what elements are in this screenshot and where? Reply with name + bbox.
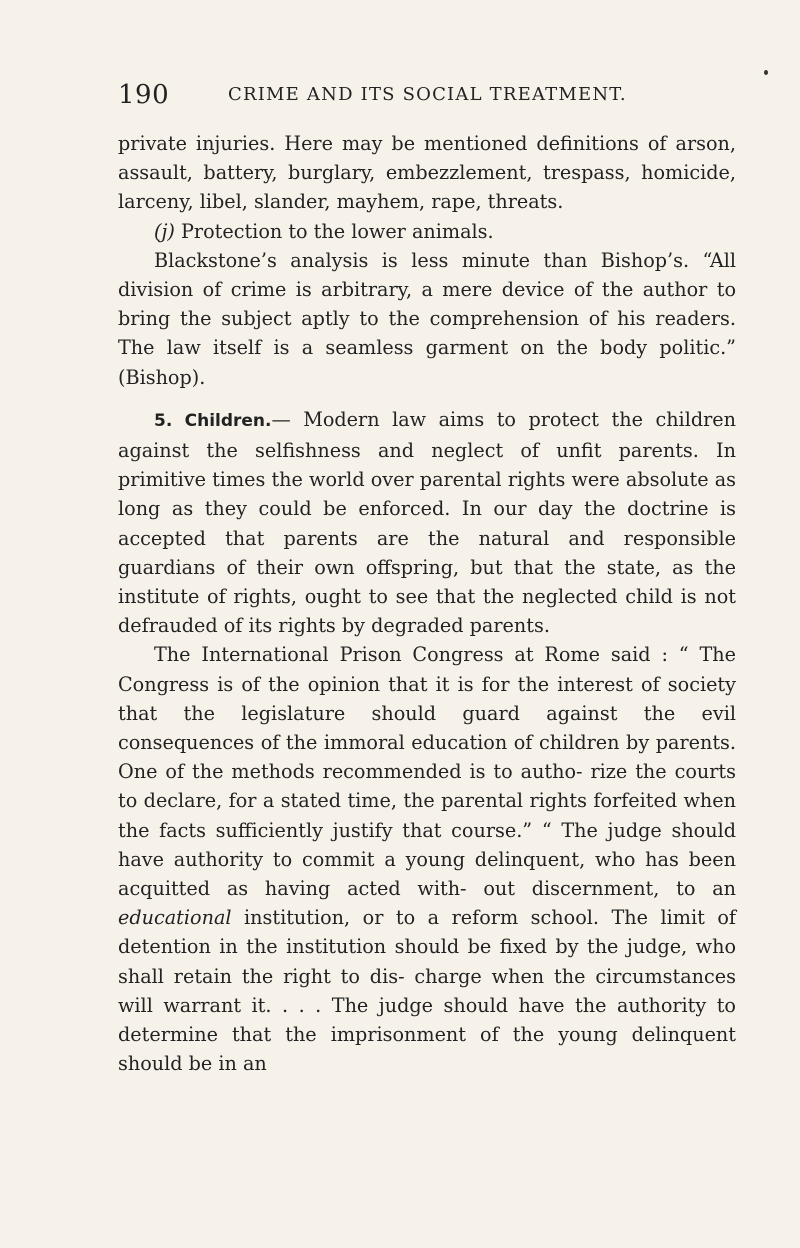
paragraph-5-text-b: institution, or to a reform school. The limit of detention in the institution should be fixed by the judge, who shall retain the right to dis- charge when the circumstances will warrant it. . . . The judge should have the authority to determine that the imprisonment of the young delinquent should be in an (118, 906, 736, 1076)
page-header (118, 80, 738, 114)
paragraph-5 (118, 640, 736, 1078)
running-title: CRIME AND ITS SOCIAL TREATMENT. (228, 84, 627, 105)
paragraph-2-text: Protection to the lower animals. (174, 219, 494, 243)
margin-dot (764, 70, 768, 75)
paragraph-1: private injuries. Here may be mentioned definitions of arson, assault, battery, burglary, embezzlement, trespass, homicide, larceny, libel, slander, mayhem, rape, threats. (118, 132, 736, 214)
paragraph-4 (118, 405, 736, 641)
list-label: (j) (154, 219, 175, 243)
section-heading: 5. Children. (154, 410, 272, 431)
paragraph-5-text-a: The International Prison Congress at Rome said : “ The Congress is of the opinion that it is for the interest of society that the legislature should guard against the evil consequences of the immoral education of children by parents. One of the methods recommended is to autho- rize the courts to declare, for a stated time, the parental rights forfeited when the facts sufficiently justify that course.” “ The judge should have authority to commit a young delinquent, who has been acquitted as having acted with- out discernment, to an (118, 643, 736, 901)
paragraph-3: Blackstone’s analysis is less minute than Bishop’s. “All division of crime is arbitrary, a mere device of the author to bring the subject aptly to the comprehension of his readers. The law itself is a seamless garment on the body politic.” (Bishop). (118, 248, 736, 389)
paragraph-4-text: — Modern law aims to protect the children against the selfishness and neglect of unfit parents. In primitive times the world over parental rights were absolute as long as they could be enforced. In our day the doctrine is accepted that parents are the natural and responsible guardians of their own offspring, but that the state, as the institute of rights, ought to see that the neglected child is not defrauded of its rights by degraded parents. (118, 407, 736, 638)
paragraph-2 (118, 217, 736, 246)
page-number: 190 (118, 80, 170, 110)
body-text (118, 129, 736, 1079)
italic-word: educational (118, 906, 232, 930)
